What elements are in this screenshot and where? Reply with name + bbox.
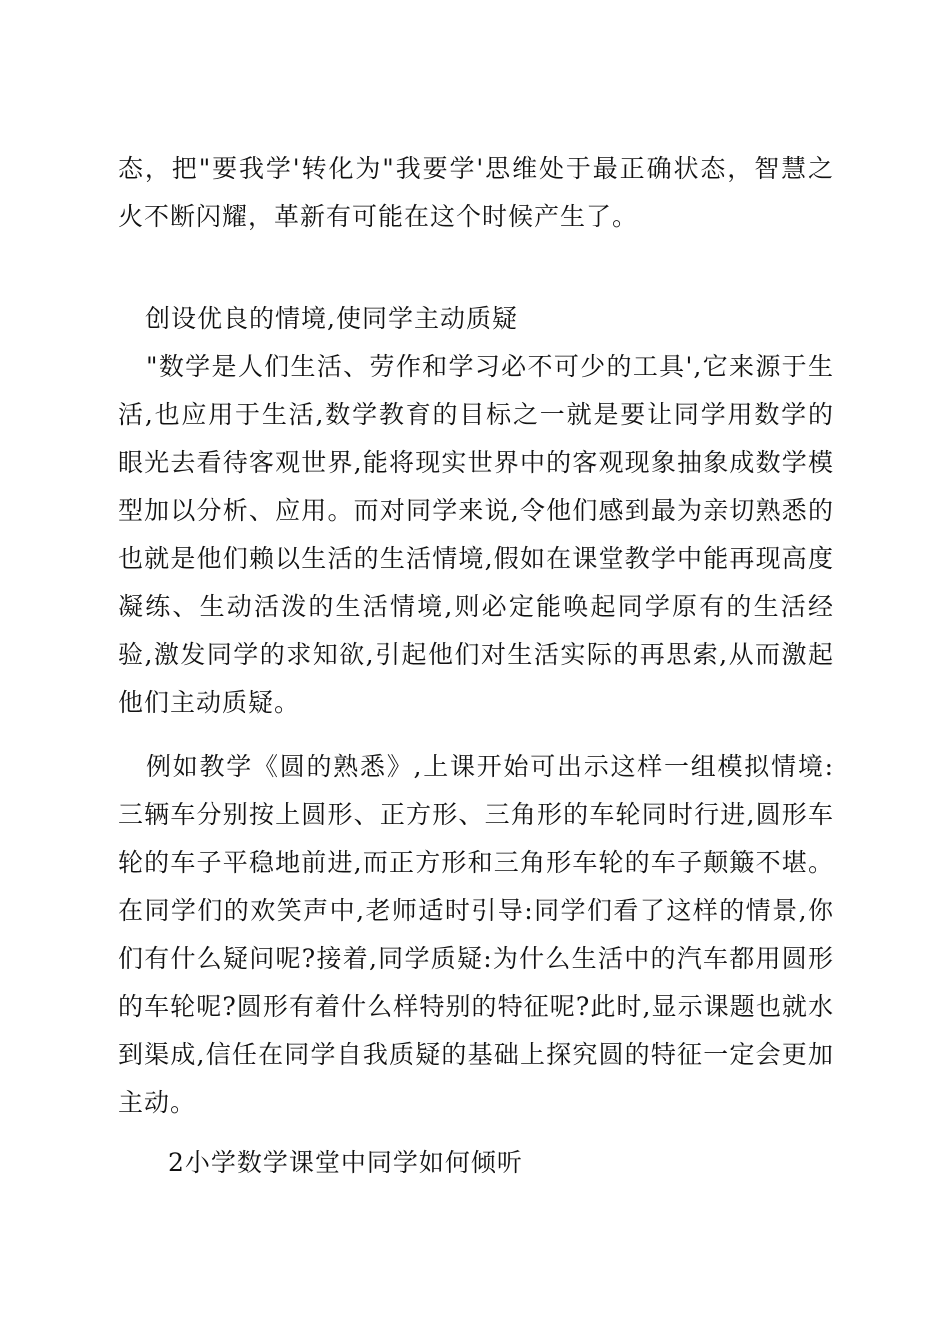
paragraph-body: "数学是人们生活、劳作和学习必不可少的工具',它来源于生活,也应用于生活,数学教育的目标之一就是要让同学用数学的眼光去看待客观世界,能将现实世界中的客观现象抽象成数学模型加以分析、应用。而对同学来说,令他们感到最为亲切熟悉的也就是他们赖以生活的生活情境,假如在课堂教学中能再现高度凝练、生动活泼的生活情境,则必定能唤起同学原有的生活经验,激发同学的求知欲,引起他们对生活实际的再思索,从而激起他们主动质疑。 [118, 352, 834, 717]
section-heading: 创设优良的情境,使同学主动质疑 [145, 304, 518, 333]
paragraph-example: 例如教学《圆的熟悉》,上课开始可出示这样一组模拟情境:三辆车分别按上圆形、正方形、三角形的车轮同时行进,圆形车轮的车子平稳地前进,而正方形和三角形车轮的车子颠簸不堪。在同学们的欢笑声中,老师适时引导:同学们看了这样的情景,你们有什么疑问呢?接着,同学质疑:为什么生活中的汽车都用圆形的车轮呢?圆形有着什么样特别的特征呢?此时,显示课题也就水到渠成,信任在同学自我质疑的基础上探究圆的特征一定会更加主动。 [118, 752, 834, 1117]
paragraph-continuation: 态，把"要我学'转化为"我要学'思维处于最正确状态，智慧之火不断闪耀，革新有可能在这个时候产生了。 [118, 154, 834, 231]
section-title: 2小学数学课堂中同学如何倾听 [168, 1148, 523, 1177]
